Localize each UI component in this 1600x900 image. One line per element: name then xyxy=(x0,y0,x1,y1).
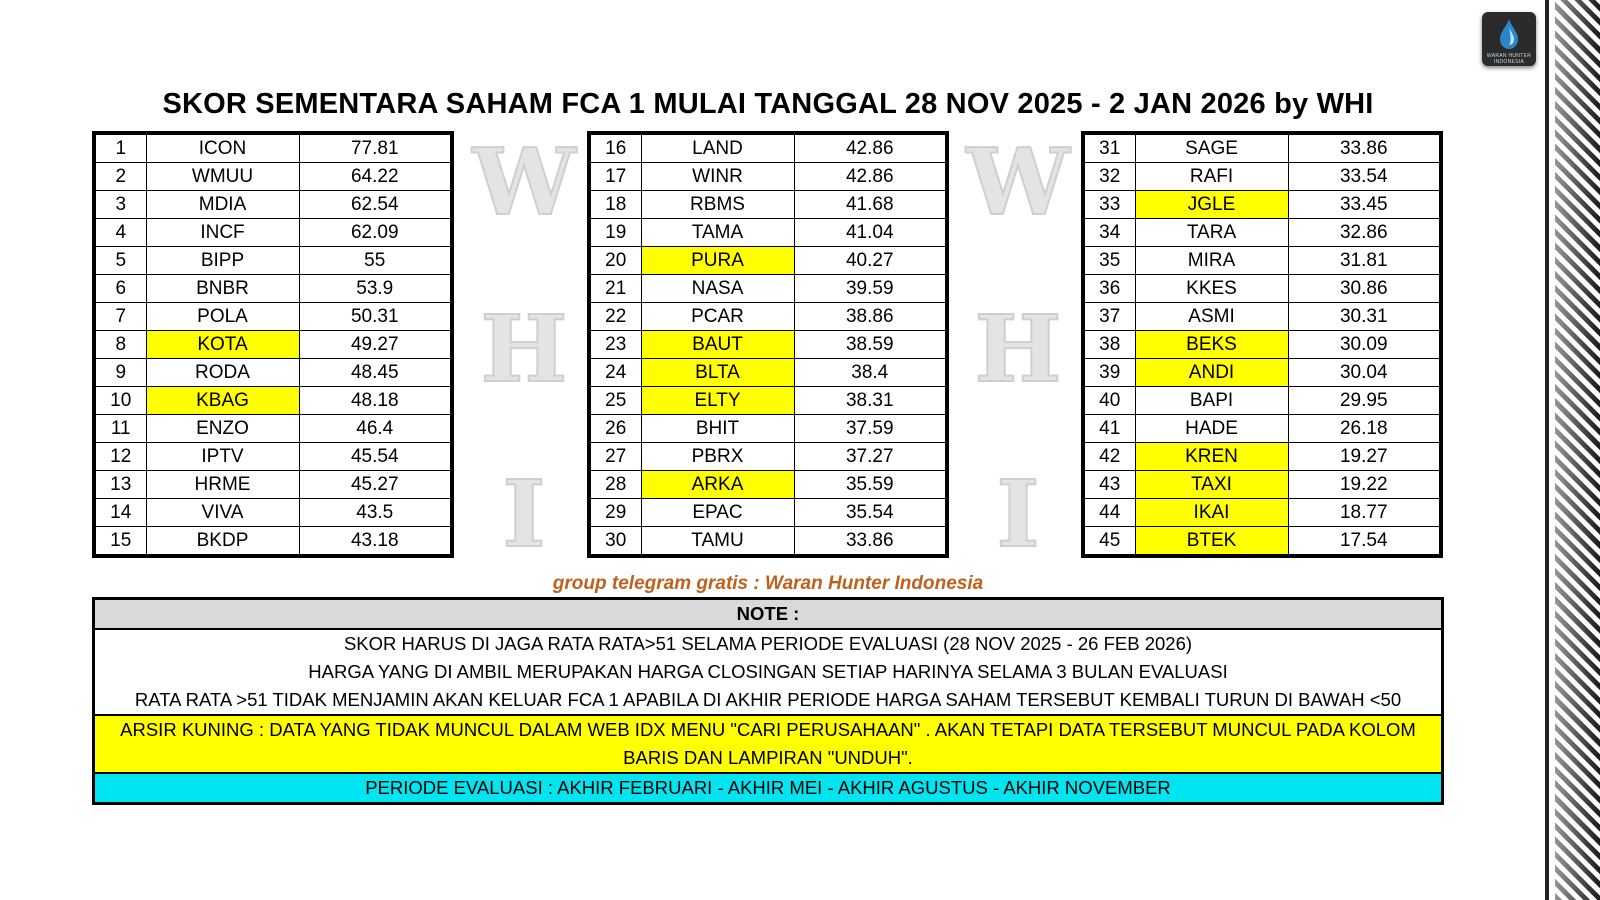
table-row xyxy=(94,499,452,527)
stock-code-cell: TAXI xyxy=(1135,471,1288,499)
score-cell: 62.09 xyxy=(299,219,452,247)
table-row xyxy=(1083,191,1441,219)
score-cell: 38.86 xyxy=(794,303,947,331)
table-row xyxy=(1083,331,1441,359)
stock-code-cell: BAPI xyxy=(1135,387,1288,415)
score-cell: 33.45 xyxy=(1288,191,1441,219)
rank-cell: 45 xyxy=(1083,527,1135,557)
rank-cell: 33 xyxy=(1083,191,1135,219)
score-cell: 35.54 xyxy=(794,499,947,527)
table-row xyxy=(589,331,947,359)
table-row xyxy=(94,303,452,331)
rank-cell: 27 xyxy=(589,443,641,471)
score-cell: 35.59 xyxy=(794,471,947,499)
table-row xyxy=(94,359,452,387)
table-row xyxy=(1083,387,1441,415)
note-line: RATA RATA >51 TIDAK MENJAMIN AKAN KELUAR FCA 1 APABILA DI AKHIR PERIODE HARGA SAHAM TERSEBUT KEMBALI TURUN DI BAWAH <50 xyxy=(134,689,1402,710)
rank-cell: 39 xyxy=(1083,359,1135,387)
stock-code-cell: ICON xyxy=(146,133,299,163)
rank-cell: 20 xyxy=(589,247,641,275)
rank-cell: 8 xyxy=(94,331,146,359)
stock-code-cell: KREN xyxy=(1135,443,1288,471)
table-row xyxy=(1083,303,1441,331)
table-row xyxy=(589,133,947,163)
score-cell: 33.86 xyxy=(1288,133,1441,163)
stock-code-cell: BEKS xyxy=(1135,331,1288,359)
table-row xyxy=(589,415,947,443)
table-row xyxy=(1083,163,1441,191)
score-cell: 32.86 xyxy=(1288,219,1441,247)
score-cell: 38.59 xyxy=(794,331,947,359)
rank-cell: 44 xyxy=(1083,499,1135,527)
table-row xyxy=(1083,443,1441,471)
rank-cell: 23 xyxy=(589,331,641,359)
note-header: NOTE : xyxy=(95,600,1441,630)
score-cell: 31.81 xyxy=(1288,247,1441,275)
table-row xyxy=(94,247,452,275)
rank-cell: 2 xyxy=(94,163,146,191)
score-cell: 33.86 xyxy=(794,527,947,557)
score-cell: 53.9 xyxy=(299,275,452,303)
table-row xyxy=(94,443,452,471)
table-row xyxy=(589,247,947,275)
table-row xyxy=(94,191,452,219)
score-cell: 50.31 xyxy=(299,303,452,331)
table-row xyxy=(94,415,452,443)
stock-code-cell: RODA xyxy=(146,359,299,387)
score-cell: 64.22 xyxy=(299,163,452,191)
score-cell: 55 xyxy=(299,247,452,275)
score-cell: 43.18 xyxy=(299,527,452,557)
score-cell: 30.04 xyxy=(1288,359,1441,387)
stock-code-cell: HRME xyxy=(146,471,299,499)
telegram-group-text: group telegram gratis : Waran Hunter Indonesia xyxy=(552,573,984,594)
note-line: SKOR HARUS DI JAGA RATA RATA>51 SELAMA PERIODE EVALUASI (28 NOV 2025 - 26 FEB 2026) xyxy=(343,633,1193,654)
stock-code-cell: MDIA xyxy=(146,191,299,219)
table-row xyxy=(589,163,947,191)
stock-code-cell: POLA xyxy=(146,303,299,331)
table-row xyxy=(589,443,947,471)
table-row xyxy=(1083,471,1441,499)
table-row xyxy=(94,163,452,191)
stock-code-cell: TAMU xyxy=(641,527,794,557)
whi-logo xyxy=(1482,12,1536,66)
watermark-letter: H xyxy=(480,295,568,403)
table-row xyxy=(1083,527,1441,557)
stock-code-cell: ARKA xyxy=(641,471,794,499)
score-cell: 41.04 xyxy=(794,219,947,247)
stock-code-cell: PURA xyxy=(641,247,794,275)
score-cell: 42.86 xyxy=(794,163,947,191)
right-edge-fade xyxy=(1555,0,1600,900)
table-row xyxy=(589,219,947,247)
table-row xyxy=(589,191,947,219)
table-row xyxy=(1083,247,1441,275)
stock-code-cell: WMUU xyxy=(146,163,299,191)
stock-code-cell: RAFI xyxy=(1135,163,1288,191)
rank-cell: 15 xyxy=(94,527,146,557)
stock-code-cell: HADE xyxy=(1135,415,1288,443)
stock-code-cell: LAND xyxy=(641,133,794,163)
stock-code-cell: ENZO xyxy=(146,415,299,443)
rank-cell: 11 xyxy=(94,415,146,443)
rank-cell: 36 xyxy=(1083,275,1135,303)
rank-cell: 32 xyxy=(1083,163,1135,191)
watermark-letter: W xyxy=(966,128,1070,236)
table-row xyxy=(1083,499,1441,527)
table-row xyxy=(94,133,452,163)
score-cell: 37.59 xyxy=(794,415,947,443)
rank-cell: 14 xyxy=(94,499,146,527)
rank-cell: 24 xyxy=(589,359,641,387)
stock-code-cell: TARA xyxy=(1135,219,1288,247)
stock-code-cell: IKAI xyxy=(1135,499,1288,527)
stock-code-cell: BIPP xyxy=(146,247,299,275)
rank-cell: 31 xyxy=(1083,133,1135,163)
rank-cell: 35 xyxy=(1083,247,1135,275)
score-cell: 38.4 xyxy=(794,359,947,387)
score-cell: 37.27 xyxy=(794,443,947,471)
score-cell: 42.86 xyxy=(794,133,947,163)
rank-cell: 25 xyxy=(589,387,641,415)
stock-code-cell: INCF xyxy=(146,219,299,247)
score-cell: 30.86 xyxy=(1288,275,1441,303)
rank-cell: 6 xyxy=(94,275,146,303)
watermark-letter: I xyxy=(502,460,546,568)
stock-code-cell: BLTA xyxy=(641,359,794,387)
score-cell: 30.09 xyxy=(1288,331,1441,359)
rank-cell: 29 xyxy=(589,499,641,527)
stock-code-cell: PCAR xyxy=(641,303,794,331)
rank-cell: 5 xyxy=(94,247,146,275)
score-cell: 48.45 xyxy=(299,359,452,387)
stock-code-cell: TAMA xyxy=(641,219,794,247)
table-row xyxy=(589,387,947,415)
rank-cell: 41 xyxy=(1083,415,1135,443)
rank-cell: 7 xyxy=(94,303,146,331)
rank-cell: 40 xyxy=(1083,387,1135,415)
notes-box xyxy=(92,597,1444,805)
score-cell: 49.27 xyxy=(299,331,452,359)
table-row xyxy=(1083,275,1441,303)
stock-code-cell: KBAG xyxy=(146,387,299,415)
stock-code-cell: MIRA xyxy=(1135,247,1288,275)
rank-cell: 37 xyxy=(1083,303,1135,331)
stock-code-cell: WINR xyxy=(641,163,794,191)
rank-cell: 42 xyxy=(1083,443,1135,471)
score-cell: 38.31 xyxy=(794,387,947,415)
logo-text: WARAN HUNTER INDONESIA xyxy=(1486,53,1532,65)
rank-cell: 21 xyxy=(589,275,641,303)
stock-code-cell: ELTY xyxy=(641,387,794,415)
table-row xyxy=(589,471,947,499)
rank-cell: 28 xyxy=(589,471,641,499)
watermark-letter: I xyxy=(996,460,1040,568)
rank-cell: 1 xyxy=(94,133,146,163)
table-row xyxy=(589,275,947,303)
rank-cell: 19 xyxy=(589,219,641,247)
table-row xyxy=(94,387,452,415)
watermark-letter: H xyxy=(974,295,1062,403)
stock-code-cell: SAGE xyxy=(1135,133,1288,163)
score-cell: 29.95 xyxy=(1288,387,1441,415)
score-cell: 26.18 xyxy=(1288,415,1441,443)
stock-code-cell: ANDI xyxy=(1135,359,1288,387)
water-drop-icon xyxy=(1497,18,1521,50)
stock-code-cell: KKES xyxy=(1135,275,1288,303)
yellow-highlight-note: ARSIR KUNING : DATA YANG TIDAK MUNCUL DALAM WEB IDX MENU "CARI PERUSAHAAN" . AKAN TETAPI DATA TERSEBUT MUNCUL PADA KOLOM BARIS DAN LAMPIRAN "UNDUH". xyxy=(95,714,1441,772)
score-table-2 xyxy=(587,131,949,558)
stock-code-cell: ASMI xyxy=(1135,303,1288,331)
note-line: HARGA YANG DI AMBIL MERUPAKAN HARGA CLOSINGAN SETIAP HARINYA SELAMA 3 BULAN EVALUASI xyxy=(308,661,1228,682)
stock-code-cell: BKDP xyxy=(146,527,299,557)
rank-cell: 16 xyxy=(589,133,641,163)
table-row xyxy=(94,471,452,499)
score-cell: 62.54 xyxy=(299,191,452,219)
rank-cell: 30 xyxy=(589,527,641,557)
stock-code-cell: KOTA xyxy=(146,331,299,359)
table-row xyxy=(589,359,947,387)
table-row xyxy=(94,219,452,247)
stock-code-cell: BHIT xyxy=(641,415,794,443)
score-cell: 46.4 xyxy=(299,415,452,443)
table-row xyxy=(589,499,947,527)
rank-cell: 4 xyxy=(94,219,146,247)
score-cell: 30.31 xyxy=(1288,303,1441,331)
score-cell: 48.18 xyxy=(299,387,452,415)
stock-code-cell: JGLE xyxy=(1135,191,1288,219)
score-table-3 xyxy=(1081,131,1443,558)
rank-cell: 13 xyxy=(94,471,146,499)
stock-code-cell: BTEK xyxy=(1135,527,1288,557)
score-cell: 18.77 xyxy=(1288,499,1441,527)
stock-code-cell: IPTV xyxy=(146,443,299,471)
table-row xyxy=(1083,415,1441,443)
table-row xyxy=(1083,133,1441,163)
score-cell: 43.5 xyxy=(299,499,452,527)
score-cell: 41.68 xyxy=(794,191,947,219)
stock-code-cell: BAUT xyxy=(641,331,794,359)
score-cell: 45.54 xyxy=(299,443,452,471)
score-cell: 39.59 xyxy=(794,275,947,303)
rank-cell: 12 xyxy=(94,443,146,471)
table-row xyxy=(589,527,947,557)
page-title: SKOR SEMENTARA SAHAM FCA 1 MULAI TANGGAL 28 NOV 2025 - 2 JAN 2026 by WHI xyxy=(162,88,1374,120)
rank-cell: 38 xyxy=(1083,331,1135,359)
rank-cell: 17 xyxy=(589,163,641,191)
rank-cell: 18 xyxy=(589,191,641,219)
stock-code-cell: RBMS xyxy=(641,191,794,219)
rank-cell: 22 xyxy=(589,303,641,331)
stock-code-cell: BNBR xyxy=(146,275,299,303)
table-row xyxy=(94,275,452,303)
score-table-1 xyxy=(92,131,454,558)
rank-cell: 26 xyxy=(589,415,641,443)
rank-cell: 9 xyxy=(94,359,146,387)
stock-code-cell: EPAC xyxy=(641,499,794,527)
table-row xyxy=(94,331,452,359)
stock-code-cell: NASA xyxy=(641,275,794,303)
right-edge-line xyxy=(1545,0,1549,900)
rank-cell: 43 xyxy=(1083,471,1135,499)
evaluation-period-note: PERIODE EVALUASI : AKHIR FEBRUARI - AKHIR MEI - AKHIR AGUSTUS - AKHIR NOVEMBER xyxy=(95,772,1441,802)
score-cell: 45.27 xyxy=(299,471,452,499)
stock-code-cell: PBRX xyxy=(641,443,794,471)
score-cell: 33.54 xyxy=(1288,163,1441,191)
watermark-letter: W xyxy=(472,128,576,236)
stock-code-cell: VIVA xyxy=(146,499,299,527)
score-cell: 77.81 xyxy=(299,133,452,163)
table-row xyxy=(589,303,947,331)
table-row xyxy=(1083,359,1441,387)
rank-cell: 10 xyxy=(94,387,146,415)
score-cell: 40.27 xyxy=(794,247,947,275)
score-cell: 17.54 xyxy=(1288,527,1441,557)
table-row xyxy=(1083,219,1441,247)
score-cell: 19.27 xyxy=(1288,443,1441,471)
table-row xyxy=(94,527,452,557)
rank-cell: 34 xyxy=(1083,219,1135,247)
rank-cell: 3 xyxy=(94,191,146,219)
score-cell: 19.22 xyxy=(1288,471,1441,499)
